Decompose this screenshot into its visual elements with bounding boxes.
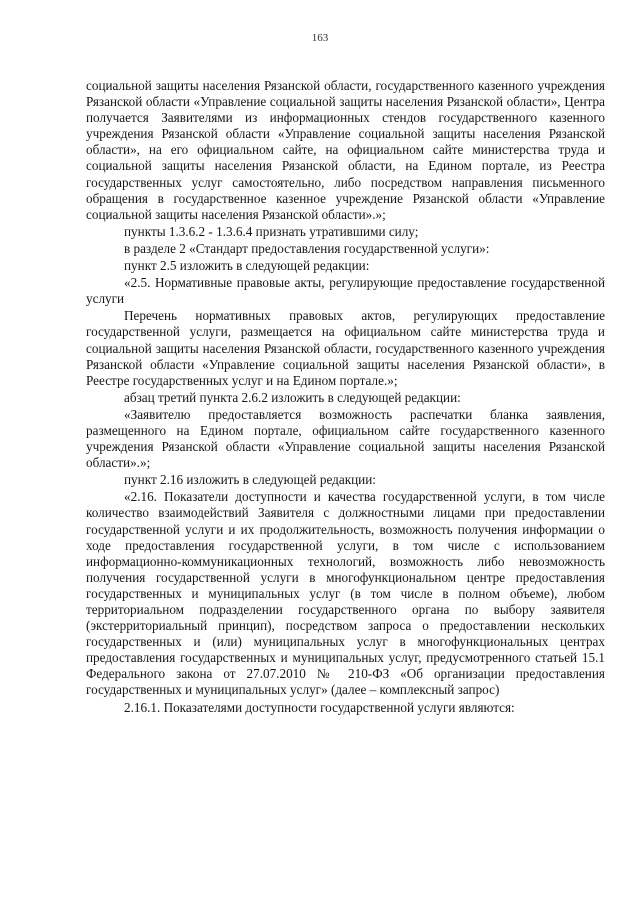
document-body xyxy=(86,78,605,717)
paragraph-item-2-5-heading: «2.5. Нормативные правовые акты, регулирующие предоставление государственной услуги xyxy=(86,275,605,307)
paragraph-section-2: в разделе 2 «Стандарт предоставления государственной услуги»: xyxy=(124,240,490,256)
paragraph-item-2-6-2-text: «Заявителю предоставляется возможность распечатки бланка заявления, размещенного на Едином портале, официальном сайте государственного казенного учреждения Рязанской области «Управление социальной защиты населения Рязанской области».»; xyxy=(86,406,605,471)
paragraph-continuation: социальной защиты населения Рязанской области, государственного казенного учреждения Рязанской области «Управление социальной защиты населения Рязанской области», Центра получается Заявителями из информационных стендов государственного казенного учреждения Рязанской области «Управление социальной защиты населения Рязанской области», на его официальном сайте, на официальном сайте министерства труда и социальной защиты населения Рязанской области, на Едином портале, из Реестра государственных услуг самостоятельно, либо посредством направления письменного обращения в государственное казенное учреждение Рязанской области «Управление социальной защиты населения Рязанской области».»; xyxy=(86,78,605,222)
paragraph-item-2-6-2-intro: абзац третий пункта 2.6.2 изложить в следующей редакции: xyxy=(124,389,461,405)
paragraph-item-2-16-intro: пункт 2.16 изложить в следующей редакции: xyxy=(124,472,376,488)
page-number: 163 xyxy=(311,32,329,44)
paragraph-items-repealed: пункты 1.3.6.2 - 1.3.6.4 признать утратившими силу; xyxy=(124,223,419,239)
paragraph-item-2-16-1: 2.16.1. Показателями доступности государственной услуги являются: xyxy=(124,699,515,715)
paragraph-item-2-5-intro: пункт 2.5 изложить в следующей редакции: xyxy=(124,258,370,274)
paragraph-item-2-5-text: Перечень нормативных правовых актов, регулирующих предоставление государственной услуги, размещается на официальном сайте министерства труда и социальной защиты населения Рязанской области, государственного казенного учреждения Рязанской области «Управление социальной защиты населения Рязанской области», в Реестре государственных услуг и на Едином портале.»; xyxy=(86,308,605,388)
paragraph-item-2-16-text: «2.16. Показатели доступности и качества государственной услуги, в том числе количество взаимодействий Заявителя с должностными лицами при предоставлении государственной услуги и их продолжительность, возможность получения информации о ходе предоставления государственной услуги, в том числе с использованием информационно-коммуникационных технологий, возможность либо невозможность получения государственной услуги в многофункциональном центре предоставления государственных и муниципальных услуг (в том числе в полном объеме), любом территориальном подразделении государственного органа по выбору заявителя (экстерриториальный принцип), посредством запроса о предоставлении нескольких государственных и (или) муниципальных услуг в многофункциональных центрах предоставления государственных и муниципальных услуг, предусмотренного статьей 15.1 Федерального закона от 27.07.2010 № 210-ФЗ «Об организации предоставления государственных и муниципальных услуг» (далее – комплексный запрос) xyxy=(86,489,605,698)
